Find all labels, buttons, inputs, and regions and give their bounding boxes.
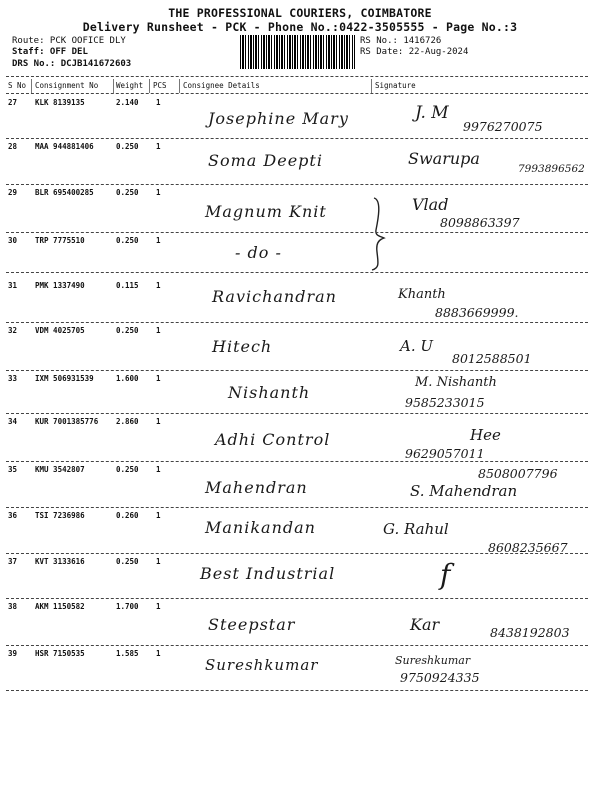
row-consignee: Ravichandran [212,287,337,306]
row-consignee: Steepstar [208,615,296,634]
header-divider [6,93,588,94]
col-sno: S No [8,81,27,90]
report-title: THE PROFESSIONAL COURIERS, COIMBATORE [168,6,432,20]
row-signature: Sureshkumar [395,654,471,667]
row-consignee: Josephine Mary [208,109,349,128]
row-consignee: Nishanth [228,383,311,402]
rs-date: RS Date: 22-Aug-2024 [360,47,469,57]
row-sno: 34 [8,417,18,426]
row-phone: 8438192803 [490,625,570,640]
report-subtitle: Delivery Runsheet - PCK - Phone No.:0422-3505555 - Page No.:3 [82,20,518,34]
row-consignment-no: KUR 7001385776 [35,417,99,426]
row-weight: 0.260 [116,511,139,520]
row-weight: 0.250 [116,557,139,566]
row-sno: 29 [8,188,18,197]
row-divider [6,184,588,185]
row-phone: 9585233015 [405,395,485,410]
row-consignee: Hitech [212,337,273,356]
col-pcs: PCS [153,81,167,90]
row-consignment-no: TRP 7775510 [35,236,85,245]
row-sno: 30 [8,236,18,245]
col-divider [113,79,114,93]
col-consignment: Consignment No [35,81,99,90]
bracket-mark [368,196,390,272]
col-divider [371,79,372,93]
row-pcs: 1 [156,236,161,245]
row-signature: M. Nishanth [415,375,497,390]
row-weight: 1.700 [116,602,139,611]
row-weight: 0.115 [116,281,139,290]
row-signature: Hee [470,426,501,444]
row-phone: 8608235667 [488,540,568,555]
row-pcs: 1 [156,326,161,335]
col-divider [179,79,180,93]
row-consignment-no: KVT 3133616 [35,557,85,566]
row-sno: 27 [8,98,18,107]
row-sno: 32 [8,326,18,335]
row-consignee: Magnum Knit [205,202,327,221]
row-consignment-no: MAA 944881406 [35,142,94,151]
row-sno: 31 [8,281,18,290]
row-divider [6,690,588,691]
row-weight: 0.250 [116,142,139,151]
row-sno: 36 [8,511,18,520]
row-phone: 9629057011 [405,446,485,461]
row-consignee: Adhi Control [215,430,331,449]
row-signature: A. U [400,337,434,355]
row-weight: 1.585 [116,649,139,658]
row-signature: G. Rahul [383,520,449,538]
row-pcs: 1 [156,281,161,290]
row-phone: 8012588501 [452,351,532,366]
row-phone: 8508007796 [478,466,558,481]
row-phone: 7993896562 [518,163,585,175]
row-divider [6,598,588,599]
row-consignment-no: IXM 506931539 [35,374,94,383]
col-weight: Weight [116,81,144,90]
row-signature: J. M [415,103,449,123]
row-weight: 0.250 [116,326,139,335]
row-divider [6,553,588,554]
row-divider [6,232,588,233]
drs-number: DRS No.: DCJB141672603 [12,59,132,69]
row-sno: 33 [8,374,18,383]
rs-number: RS No.: 1416726 [360,36,442,46]
row-divider [6,138,588,139]
row-consignment-no: AKM 1150582 [35,602,85,611]
row-phone: 9750924335 [400,670,480,685]
col-divider [31,79,32,93]
row-signature: Swarupa [408,149,480,168]
row-weight: 0.250 [116,236,139,245]
row-pcs: 1 [156,602,161,611]
row-weight: 2.860 [116,417,139,426]
row-pcs: 1 [156,649,161,658]
row-divider [6,272,588,273]
row-signature: Khanth [398,287,446,302]
row-consignment-no: VDM 4025705 [35,326,85,335]
row-consignment-no: BLR 695400285 [35,188,94,197]
row-signature: Vlad [412,195,449,214]
row-consignment-no: TSI 7236986 [35,511,85,520]
row-pcs: 1 [156,374,161,383]
row-consignee: Manikandan [205,518,316,537]
row-pcs: 1 [156,188,161,197]
staff-label: Staff: OFF DEL [12,47,88,57]
row-divider [6,461,588,462]
row-pcs: 1 [156,417,161,426]
row-sno: 39 [8,649,18,658]
row-divider [6,507,588,508]
row-divider [6,370,588,371]
route-label: Route: PCK OOFICE DLY [12,36,126,46]
row-pcs: 1 [156,511,161,520]
row-consignee: Best Industrial [200,564,336,583]
col-divider [149,79,150,93]
row-sno: 28 [8,142,18,151]
row-sno: 38 [8,602,18,611]
row-weight: 1.600 [116,374,139,383]
row-signature: Kar [410,615,440,634]
row-phone: 9976270075 [463,119,543,134]
row-weight: 0.250 [116,188,139,197]
row-consignment-no: KMU 3542807 [35,465,85,474]
row-pcs: 1 [156,557,161,566]
header-divider [6,76,588,77]
row-signature: f [440,558,451,591]
row-signature: S. Mahendran [410,482,518,500]
row-phone: 8883669999. [435,305,519,320]
col-signature: Signature [375,81,416,90]
row-consignee: Sureshkumar [205,656,319,674]
row-consignee: Soma Deepti [208,151,323,170]
barcode-image [240,35,355,69]
row-divider [6,645,588,646]
row-phone: 8098863397 [440,215,520,230]
row-consignment-no: KLK 8139135 [35,98,85,107]
row-consignment-no: PMK 1337490 [35,281,85,290]
row-sno: 37 [8,557,18,566]
row-pcs: 1 [156,465,161,474]
row-pcs: 1 [156,142,161,151]
row-consignment-no: HSR 7150535 [35,649,85,658]
row-weight: 0.250 [116,465,139,474]
col-consignee: Consignee Details [183,81,260,90]
row-divider [6,322,588,323]
row-sno: 35 [8,465,18,474]
row-pcs: 1 [156,98,161,107]
row-consignee: Mahendran [205,478,308,497]
row-divider [6,413,588,414]
row-consignee: - do - [235,243,282,262]
row-weight: 2.140 [116,98,139,107]
